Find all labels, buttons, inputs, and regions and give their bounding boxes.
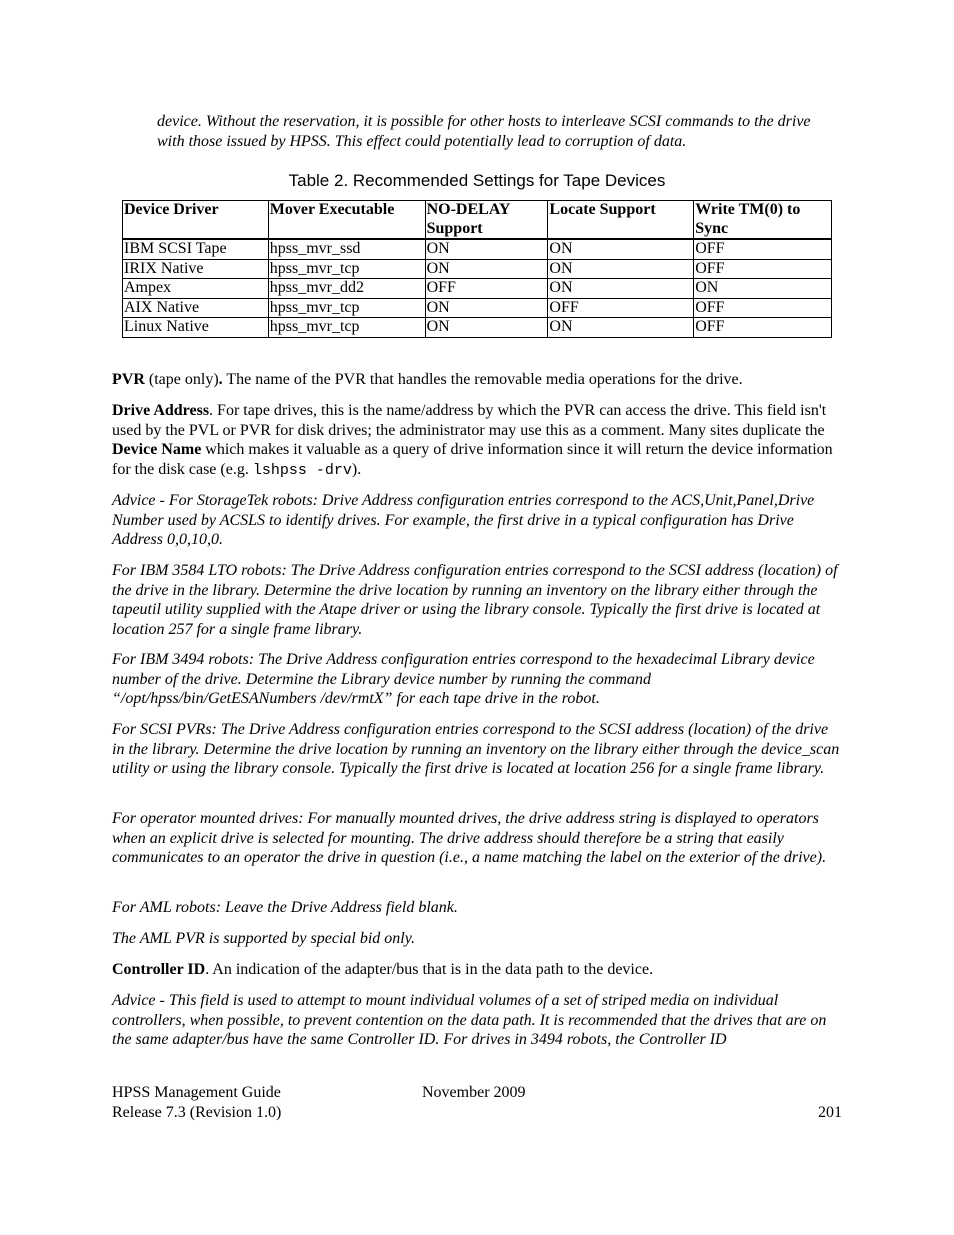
cell-locate: ON: [548, 318, 694, 338]
cell-mover-executable: hpss_mvr_tcp: [268, 318, 425, 338]
footer-date: November 2009: [422, 1084, 526, 1101]
footer-page-number: 201: [818, 1104, 842, 1121]
header-mover-executable: Mover Executable: [268, 201, 425, 240]
aml-special-bid-note: The AML PVR is supported by special bid only.: [112, 930, 415, 947]
pvr-qualifier: (tape only): [144, 371, 219, 388]
cell-device-driver: IRIX Native: [123, 259, 269, 279]
cell-device-driver: AIX Native: [123, 298, 269, 318]
drive-address-text-2: which makes it valuable as a query of drive information since it will return the device information for the disk case (e.g.: [112, 441, 833, 478]
cell-mover-executable: hpss_mvr_dd2: [268, 279, 425, 299]
table-row: [123, 259, 832, 279]
device-name-term: Device Name: [112, 441, 202, 459]
lshpss-command: lshpss -drv: [252, 461, 352, 479]
advice-ibm-3494: For IBM 3494 robots: The Drive Address configuration entries correspond to the hexadecimal Library device number of the drive. Determine the Library device number by running the command “/opt/hpss/bin/GetESANumbers /dev/rmtX” for each tape drive in the robot.: [112, 651, 815, 708]
cell-write-tm-sync: OFF: [694, 259, 832, 279]
cell-mover-executable: hpss_mvr_tcp: [268, 298, 425, 318]
controller-id-term: Controller ID: [112, 961, 206, 978]
cell-mover-executable: hpss_mvr_ssd: [268, 239, 425, 259]
cell-no-delay: ON: [425, 298, 548, 318]
cell-no-delay: ON: [425, 239, 548, 259]
cell-mover-executable: hpss_mvr_tcp: [268, 259, 425, 279]
header-locate-support: Locate Support: [548, 201, 694, 240]
cell-device-driver: Ampex: [123, 279, 269, 299]
drive-address-term: Drive Address: [112, 402, 210, 419]
cell-no-delay: OFF: [425, 279, 548, 299]
advice-storagetek: Advice - For StorageTek robots: Drive Address configuration entries correspond to the ACS,Unit,Panel,Drive Number used by ACSLS to identify drives. For example, the first drive in a typical configuration has Drive Address 0,0,10,0.: [112, 492, 815, 549]
cell-write-tm-sync: ON: [694, 279, 832, 299]
controller-advice-paragraph: Advice - This field is used to attempt to mount individual volumes of a set of striped media on individual controllers, when possible, to prevent contention on the data path. It is recommended that the drives that are on the same adapter/bus have the same Controller ID. For drives in 3494 robots, the Controller ID: [112, 992, 827, 1049]
cell-no-delay: ON: [425, 318, 548, 338]
pvr-text: The name of the PVR that handles the removable media operations for the drive.: [222, 371, 743, 388]
table-row: [123, 239, 832, 259]
pvr-term: PVR: [112, 371, 145, 388]
advice-operator-mounted: For operator mounted drives: For manually mounted drives, the drive address string is displayed to operators when an explicit drive is selected for mounting. The drive address should therefore be a string that easily communicates to an operator the drive in question (i.e., a name matching the label on the exterior of the drive).: [112, 810, 827, 867]
drive-address-text-1: . For tape drives, this is the name/address by which the PVR can access the drive. This field isn't used by the PVL or PVR for disk drives; the administrator may use this as a comment. Many sites duplicate the: [112, 402, 827, 439]
table-row: [123, 318, 832, 338]
footer-release: Release 7.3 (Revision 1.0): [112, 1104, 282, 1121]
advice-aml-robots: For AML robots: Leave the Drive Address field blank.: [112, 899, 458, 916]
cell-locate: ON: [548, 259, 694, 279]
header-no-delay-support: NO-DELAY Support: [425, 201, 548, 240]
header-write-tm-sync: Write TM(0) to Sync: [694, 201, 832, 240]
table-caption: Table 2. Recommended Settings for Tape Devices: [288, 171, 666, 190]
table-row: [123, 298, 832, 318]
cell-locate: ON: [548, 279, 694, 299]
cell-write-tm-sync: OFF: [694, 239, 832, 259]
advice-ibm-3584: For IBM 3584 LTO robots: The Drive Address configuration entries correspond to the SCSI address (location) of the drive in the library. Determine the drive location by running an inventory on the library either through the tapeutil utility supplied with the Atape driver or using the library console. Typically the first drive is located at location 257 for a single frame library.: [112, 562, 838, 638]
drive-address-text-3: ).: [351, 460, 362, 478]
header-device-driver: Device Driver: [123, 201, 269, 240]
cell-device-driver: IBM SCSI Tape: [123, 239, 269, 259]
cell-locate: ON: [548, 239, 694, 259]
continuation-paragraph: device. Without the reservation, it is possible for other hosts to interleave SCSI commands to the drive with those issued by HPSS. This effect could potentially lead to corruption of data.: [157, 113, 811, 150]
table-row: [123, 279, 832, 299]
table-body: [123, 201, 832, 338]
cell-write-tm-sync: OFF: [694, 318, 832, 338]
cell-no-delay: ON: [425, 259, 548, 279]
controller-id-paragraph: [112, 960, 842, 980]
footer-guide-title: HPSS Management Guide: [112, 1084, 281, 1101]
cell-locate: OFF: [548, 298, 694, 318]
drive-address-paragraph: [112, 401, 842, 480]
cell-device-driver: Linux Native: [123, 318, 269, 338]
tape-settings-table: [122, 200, 832, 338]
table-header-row: [123, 201, 832, 240]
cell-write-tm-sync: OFF: [694, 298, 832, 318]
controller-id-text: . An indication of the adapter/bus that is in the data path to the device.: [205, 961, 654, 978]
advice-scsi-pvr: For SCSI PVRs: The Drive Address configuration entries correspond to the SCSI address (location) of the drive in the library. Determine the drive location by running an inventory on the library either through the device_scan utility or using the library console. Typically the first drive is located at location 256 for a single frame library.: [112, 721, 840, 778]
pvr-paragraph: [112, 370, 842, 390]
pvr-dot: .: [218, 371, 223, 388]
